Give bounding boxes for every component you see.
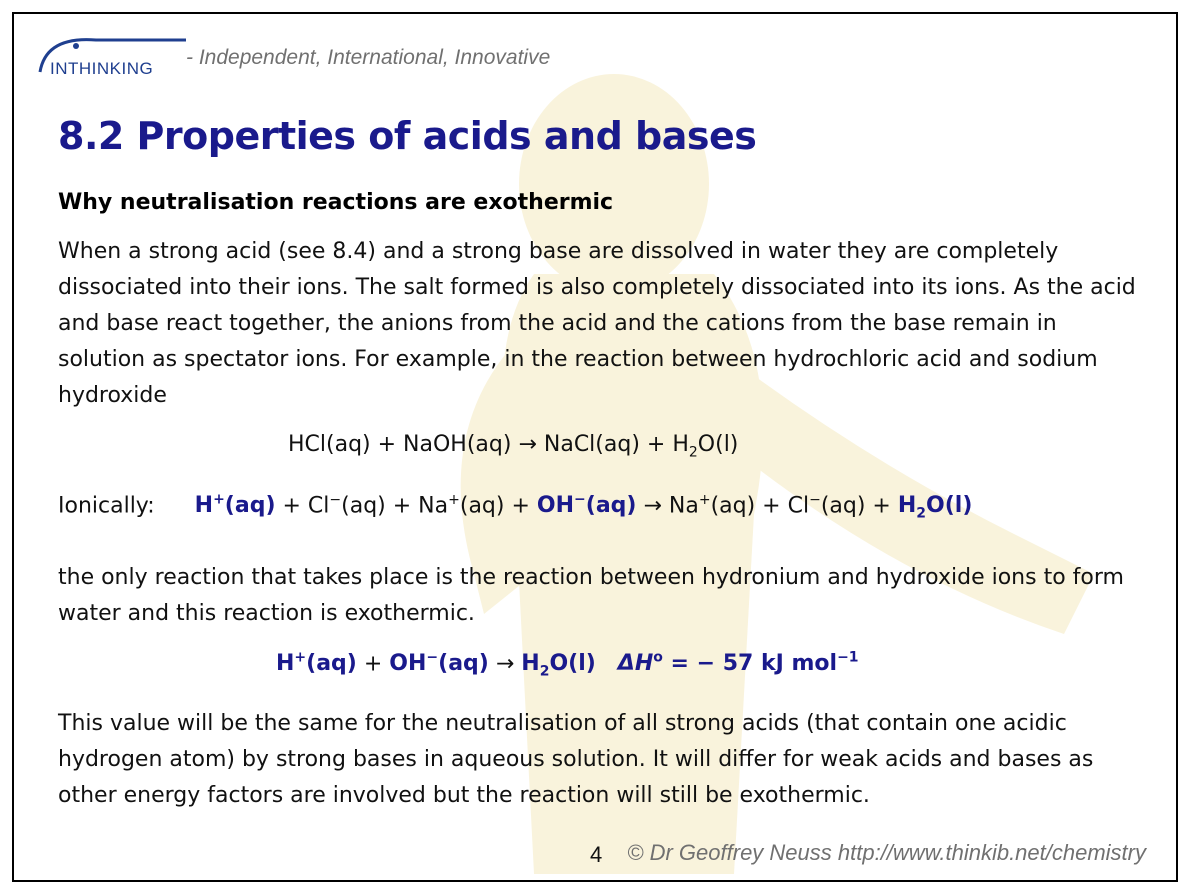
- inthinking-logo-icon: [36, 32, 186, 78]
- molecular-equation: [288, 432, 738, 460]
- intro-paragraph: When a strong acid (see 8.4) and a strong base are dissolved in water they are completely dissociated into their ions. The salt formed is also completely dissociated into its ions. As the acid and base react together, the anions from the acid and the cations from the base remain in solution as spectator ions. For example, in the reaction between hydrochloric acid and sodium hydroxide: [58, 239, 1136, 408]
- page-number: 4: [590, 842, 603, 867]
- enthalpy-change: $\Delta H^o$ = − 57 kJ mol$^{-1}$: [617, 650, 859, 677]
- svg-text:INTHINKING: INTHINKING: [50, 59, 154, 78]
- explanation-paragraph: the only reaction that takes place is the reaction between hydronium and hydroxide ions to form water and this reaction is exothermic.: [58, 565, 1124, 626]
- equation-left: HCl(aq) + NaOH(aq) → NaCl(aq) + H: [288, 432, 689, 457]
- net-water-product: $H_2O(l)$: [521, 651, 596, 680]
- ionic-equation: Ionically: $H^+(aq) + Cl^-(aq) + Na^+(aq) + OH^-(aq) \to Na^+(aq) + Cl^-(aq) + H_2O(l)$: [58, 492, 973, 522]
- ionic-label: Ionically:: [58, 493, 155, 519]
- net-hydroxide-ion: OH−(aq): [389, 650, 489, 677]
- hydrogen-ion: H+(aq): [194, 492, 276, 519]
- tagline: - Independent, International, Innovative: [186, 46, 551, 69]
- section-subheading: Why neutralisation reactions are exothermic: [58, 190, 614, 215]
- page-title: 8.2 Properties of acids and bases: [58, 114, 757, 158]
- footer-credit: © Dr Geoffrey Neuss http://www.thinkib.net/chemistry: [627, 840, 1146, 865]
- conclusion-paragraph: This value will be the same for the neutralisation of all strong acids (that contain one acidic hydrogen atom) by strong bases in aqueous solution. It will differ for weak acids and bases as other energy factors are involved but the reaction will still be exothermic.: [58, 711, 1094, 808]
- slide: [12, 12, 1178, 882]
- equation-right: O(l): [697, 432, 739, 457]
- equation-sub: 2: [688, 444, 698, 461]
- water-product: $H_2O(l)$: [897, 493, 973, 522]
- net-ionic-equation: $H^+(aq) + OH^-(aq) \to H_2O(l) \Delta H^o$ = − 57 kJ mol$^{-1}$: [276, 650, 859, 680]
- net-hydrogen-ion: H+(aq): [276, 650, 357, 677]
- hydroxide-ion: OH−(aq): [536, 492, 637, 519]
